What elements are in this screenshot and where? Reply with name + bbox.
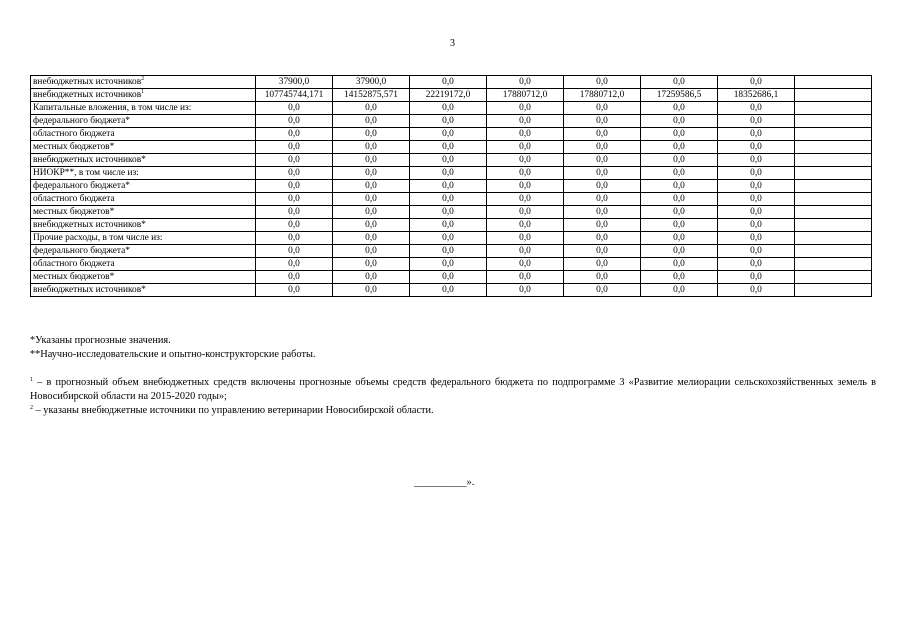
table-row — [31, 271, 872, 284]
row-label — [31, 115, 256, 128]
row-label-text: Капитальные вложения, в том числе из: — [33, 102, 192, 113]
table-row — [31, 102, 872, 115]
value-cell — [795, 102, 872, 115]
value-cell: 0,0 — [333, 141, 410, 154]
value-cell: 0,0 — [487, 115, 564, 128]
row-label-text: местных бюджетов* — [33, 271, 115, 282]
row-label — [31, 167, 256, 180]
row-label — [31, 219, 256, 232]
value-cell: 0,0 — [333, 245, 410, 258]
value-cell — [795, 245, 872, 258]
footnotes — [30, 376, 876, 418]
value-cell: 0,0 — [641, 284, 718, 297]
value-cell: 0,0 — [256, 115, 333, 128]
value-cell: 0,0 — [718, 141, 795, 154]
value-cell: 0,0 — [564, 245, 641, 258]
value-cell: 0,0 — [564, 128, 641, 141]
value-cell: 0,0 — [718, 193, 795, 206]
value-cell: 0,0 — [333, 258, 410, 271]
value-cell: 0,0 — [641, 232, 718, 245]
row-label — [31, 271, 256, 284]
value-cell: 0,0 — [256, 167, 333, 180]
value-cell: 0,0 — [410, 154, 487, 167]
value-cell: 0,0 — [333, 154, 410, 167]
value-cell: 0,0 — [333, 128, 410, 141]
value-cell: 0,0 — [333, 180, 410, 193]
value-cell: 0,0 — [410, 245, 487, 258]
row-label-text: НИОКР**, в том числе из: — [33, 167, 139, 178]
row-label — [31, 206, 256, 219]
value-cell — [795, 128, 872, 141]
value-cell: 17880712,0 — [564, 89, 641, 102]
row-label-text: местных бюджетов* — [33, 206, 115, 217]
row-label-text: федерального бюджета* — [33, 180, 130, 191]
value-cell: 0,0 — [718, 219, 795, 232]
value-cell: 0,0 — [487, 284, 564, 297]
table-row — [31, 206, 872, 219]
row-label-text: Прочие расходы, в том числе из: — [33, 232, 163, 243]
value-cell: 0,0 — [487, 271, 564, 284]
table-row — [31, 115, 872, 128]
value-cell: 0,0 — [256, 271, 333, 284]
value-cell: 0,0 — [718, 206, 795, 219]
value-cell: 17259586,5 — [641, 89, 718, 102]
row-label — [31, 128, 256, 141]
value-cell: 107745744,171 — [256, 89, 333, 102]
value-cell: 0,0 — [410, 271, 487, 284]
value-cell: 0,0 — [256, 206, 333, 219]
table-row — [31, 232, 872, 245]
value-cell: 0,0 — [487, 167, 564, 180]
table-row — [31, 154, 872, 167]
row-label-text: местных бюджетов* — [33, 141, 115, 152]
value-cell: 0,0 — [641, 128, 718, 141]
value-cell: 0,0 — [410, 193, 487, 206]
value-cell: 0,0 — [487, 128, 564, 141]
value-cell: 0,0 — [410, 219, 487, 232]
note-forecast: *Указаны прогнозные значения. — [30, 335, 171, 346]
value-cell: 0,0 — [564, 258, 641, 271]
value-cell: 0,0 — [333, 232, 410, 245]
value-cell — [795, 115, 872, 128]
table-row — [31, 219, 872, 232]
value-cell: 0,0 — [641, 271, 718, 284]
value-cell — [795, 154, 872, 167]
value-cell — [795, 141, 872, 154]
row-label-text: областного бюджета — [33, 193, 115, 204]
value-cell — [795, 258, 872, 271]
value-cell: 0,0 — [487, 102, 564, 115]
value-cell: 0,0 — [718, 115, 795, 128]
value-cell: 0,0 — [410, 258, 487, 271]
footnote-ref: 1 — [141, 88, 145, 95]
value-cell — [795, 89, 872, 102]
value-cell: 0,0 — [487, 258, 564, 271]
value-cell: 0,0 — [256, 193, 333, 206]
value-cell: 0,0 — [410, 102, 487, 115]
footnote-mark: 2 — [30, 405, 33, 411]
value-cell: 0,0 — [718, 128, 795, 141]
value-cell: 0,0 — [564, 115, 641, 128]
footnote-text: – указаны внебюджетные источники по управлению ветеринарии Новосибирской области. — [33, 405, 434, 416]
value-cell: 0,0 — [641, 76, 718, 89]
value-cell — [795, 180, 872, 193]
value-cell: 0,0 — [256, 219, 333, 232]
row-label-text: областного бюджета — [33, 128, 115, 139]
row-label-text: внебюджетных источников* — [33, 284, 146, 295]
row-label — [31, 245, 256, 258]
footnote-text: – в прогнозный объем внебюджетных средств включены прогнозные объемы средств федерального бюджета по подпрограмме 3 «Развитие мелиорации сельскохозяйственных земель в Новосибирской области на 2015-2020 годы»; — [30, 377, 876, 402]
value-cell: 0,0 — [564, 206, 641, 219]
value-cell — [795, 284, 872, 297]
table-row — [31, 167, 872, 180]
value-cell: 0,0 — [333, 102, 410, 115]
value-cell: 0,0 — [256, 258, 333, 271]
value-cell: 0,0 — [718, 245, 795, 258]
value-cell: 0,0 — [333, 219, 410, 232]
value-cell: 37900,0 — [256, 76, 333, 89]
value-cell: 0,0 — [333, 271, 410, 284]
value-cell: 0,0 — [487, 154, 564, 167]
value-cell: 0,0 — [564, 284, 641, 297]
row-label — [31, 258, 256, 271]
value-cell: 0,0 — [641, 219, 718, 232]
value-cell: 0,0 — [410, 141, 487, 154]
value-cell: 0,0 — [333, 284, 410, 297]
row-label — [31, 102, 256, 115]
value-cell: 0,0 — [487, 180, 564, 193]
value-cell: 0,0 — [641, 258, 718, 271]
table-row — [31, 128, 872, 141]
budget-table — [30, 75, 872, 297]
table-row — [31, 284, 872, 297]
row-label — [31, 141, 256, 154]
value-cell: 37900,0 — [333, 76, 410, 89]
value-cell: 0,0 — [718, 232, 795, 245]
table-row — [31, 76, 872, 89]
row-label — [31, 76, 256, 89]
value-cell: 0,0 — [256, 284, 333, 297]
row-label — [31, 154, 256, 167]
value-cell: 0,0 — [641, 180, 718, 193]
value-cell: 0,0 — [718, 284, 795, 297]
page-number: 3 — [450, 38, 455, 49]
value-cell: 0,0 — [718, 76, 795, 89]
row-label — [31, 193, 256, 206]
value-cell: 0,0 — [256, 128, 333, 141]
value-cell: 0,0 — [410, 284, 487, 297]
table-row — [31, 245, 872, 258]
value-cell: 0,0 — [410, 115, 487, 128]
value-cell: 0,0 — [718, 154, 795, 167]
footnote-1 — [30, 376, 876, 404]
value-cell: 0,0 — [410, 232, 487, 245]
value-cell: 0,0 — [333, 115, 410, 128]
value-cell: 0,0 — [256, 141, 333, 154]
value-cell: 0,0 — [487, 245, 564, 258]
value-cell: 0,0 — [410, 206, 487, 219]
value-cell: 0,0 — [487, 206, 564, 219]
value-cell: 0,0 — [410, 180, 487, 193]
value-cell: 22219172,0 — [410, 89, 487, 102]
value-cell: 0,0 — [333, 206, 410, 219]
value-cell: 0,0 — [641, 206, 718, 219]
value-cell: 0,0 — [410, 167, 487, 180]
value-cell: 0,0 — [641, 141, 718, 154]
value-cell: 0,0 — [718, 102, 795, 115]
table-row — [31, 89, 872, 102]
value-cell — [795, 232, 872, 245]
value-cell: 0,0 — [487, 219, 564, 232]
value-cell: 0,0 — [564, 271, 641, 284]
row-label — [31, 284, 256, 297]
value-cell: 0,0 — [641, 102, 718, 115]
value-cell: 0,0 — [256, 180, 333, 193]
value-cell: 0,0 — [564, 219, 641, 232]
row-label-text: внебюджетных источников — [33, 76, 142, 87]
row-label-text: внебюджетных источников* — [33, 219, 146, 230]
value-cell: 0,0 — [487, 232, 564, 245]
table-row — [31, 141, 872, 154]
value-cell: 0,0 — [256, 102, 333, 115]
value-cell: 0,0 — [487, 141, 564, 154]
value-cell: 14152875,571 — [333, 89, 410, 102]
value-cell: 0,0 — [487, 76, 564, 89]
value-cell — [795, 167, 872, 180]
closing-line: __________». — [414, 477, 475, 488]
value-cell: 0,0 — [564, 141, 641, 154]
value-cell: 0,0 — [256, 154, 333, 167]
table-row — [31, 180, 872, 193]
row-label — [31, 180, 256, 193]
footnote-ref: 2 — [141, 75, 145, 82]
value-cell: 0,0 — [641, 245, 718, 258]
value-cell — [795, 219, 872, 232]
value-cell: 0,0 — [641, 115, 718, 128]
value-cell: 0,0 — [256, 245, 333, 258]
row-label-text: внебюджетных источников* — [33, 154, 146, 165]
value-cell: 0,0 — [410, 76, 487, 89]
footnote-2 — [30, 404, 876, 418]
value-cell: 0,0 — [718, 258, 795, 271]
table-row — [31, 193, 872, 206]
table-row — [31, 258, 872, 271]
row-label-text: областного бюджета — [33, 258, 115, 269]
value-cell: 0,0 — [564, 167, 641, 180]
row-label — [31, 89, 256, 102]
value-cell: 0,0 — [641, 193, 718, 206]
value-cell: 0,0 — [564, 180, 641, 193]
value-cell: 0,0 — [564, 193, 641, 206]
value-cell: 0,0 — [564, 76, 641, 89]
note-niokr: **Научно-исследовательские и опытно-конструкторские работы. — [30, 349, 316, 360]
value-cell: 0,0 — [718, 271, 795, 284]
value-cell: 0,0 — [641, 167, 718, 180]
value-cell: 0,0 — [487, 193, 564, 206]
value-cell: 0,0 — [564, 232, 641, 245]
value-cell: 18352686,1 — [718, 89, 795, 102]
value-cell: 0,0 — [718, 167, 795, 180]
footnote-mark: 1 — [30, 377, 33, 383]
value-cell — [795, 271, 872, 284]
row-label-text: федерального бюджета* — [33, 245, 130, 256]
row-label — [31, 232, 256, 245]
value-cell: 17880712,0 — [487, 89, 564, 102]
value-cell: 0,0 — [333, 167, 410, 180]
row-label-text: внебюджетных источников — [33, 89, 142, 100]
value-cell: 0,0 — [410, 128, 487, 141]
row-label-text: федерального бюджета* — [33, 115, 130, 126]
value-cell: 0,0 — [718, 180, 795, 193]
value-cell: 0,0 — [333, 193, 410, 206]
value-cell — [795, 206, 872, 219]
value-cell: 0,0 — [564, 154, 641, 167]
notes — [30, 334, 876, 362]
value-cell: 0,0 — [256, 232, 333, 245]
value-cell — [795, 76, 872, 89]
value-cell: 0,0 — [641, 154, 718, 167]
value-cell — [795, 193, 872, 206]
value-cell: 0,0 — [564, 102, 641, 115]
